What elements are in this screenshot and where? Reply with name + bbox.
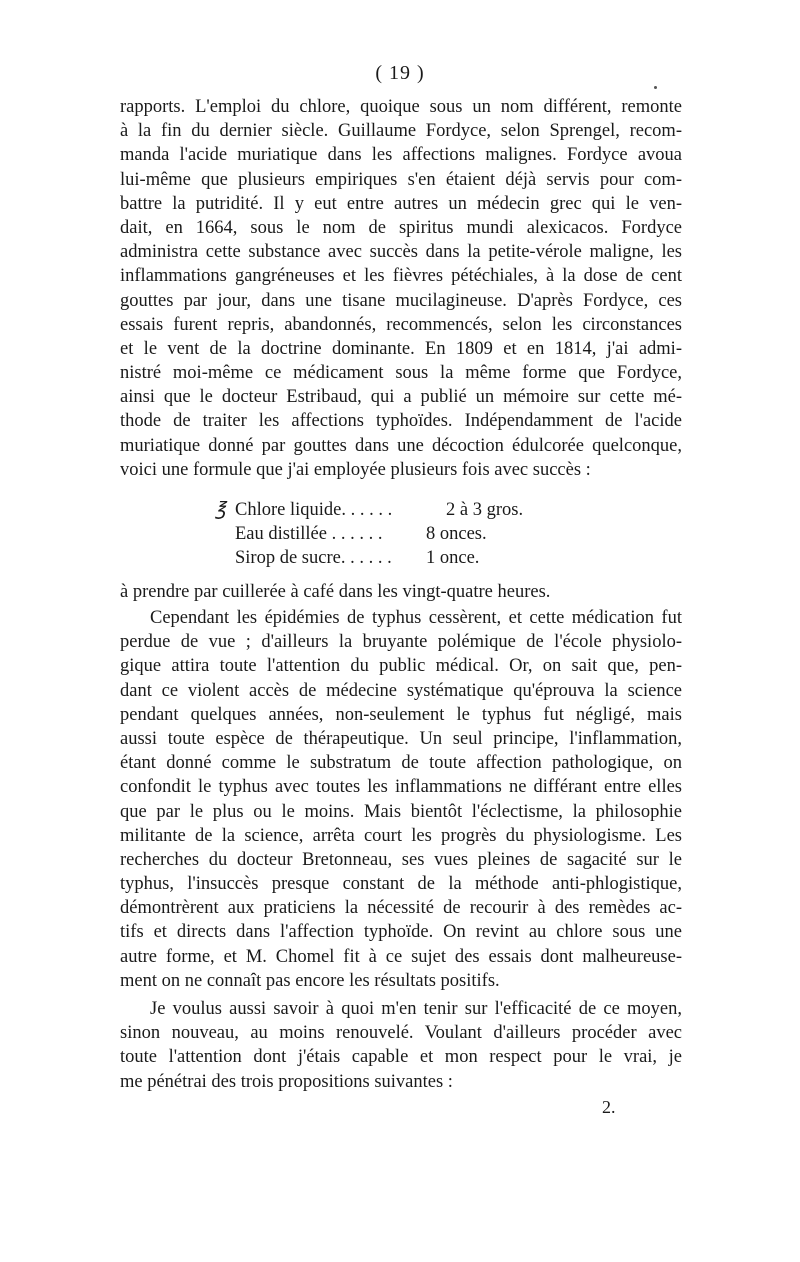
- recipe-row: [215, 498, 555, 522]
- recipe-ingredient: Sirop de sucre. . . . . .: [235, 548, 392, 569]
- text-line: rapports. L'emploi du chlore, quoique sous un nom différent, remonte: [120, 97, 682, 117]
- text-line: typhus, l'insuccès presque constant de la méthode anti-phlogistique,: [120, 874, 682, 895]
- text-line: inflammations gangréneuses et les fièvres pétéchiales, à la dose de cent: [120, 266, 682, 287]
- recipe-quantity: 2 à 3 gros.: [446, 500, 524, 520]
- recipe-ingredient: Chlore liquide. . . . . .: [235, 500, 393, 520]
- text-line: autre forme, et M. Chomel fit à ce sujet des essais dont malheureuse-: [120, 946, 682, 967]
- text-line: recherches du docteur Bretonneau, ses vues pleines de sagacité sur le: [120, 849, 682, 870]
- text-line: thode de traiter les affections typhoïdes. Indépendamment de l'acide: [120, 411, 682, 432]
- paragraph-1: [120, 95, 682, 482]
- paragraph-2: [120, 580, 682, 604]
- text-line: à prendre par cuillerée à café dans les vingt-quatre heures.: [120, 582, 551, 602]
- text-line: tifs et directs dans l'affection typhoïde. On revint au chlore sous une: [120, 922, 682, 943]
- text-line: essais furent repris, abandonnés, recommencés, selon les circonstances: [120, 314, 682, 335]
- text-line: administra cette substance avec succès dans la petite-vérole maligne, les: [120, 242, 682, 263]
- text-line: et le vent de la doctrine dominante. En 1809 et en 1814, j'ai admi-: [120, 338, 682, 359]
- text-line: gique attira toute l'attention du public médical. Or, on sait que, pen-: [120, 656, 682, 677]
- text-line: à la fin du dernier siècle. Guillaume Fordyce, selon Sprengel, recom-: [120, 121, 682, 142]
- text-line: me pénétrai des trois propositions suivantes :: [120, 1071, 453, 1092]
- text-line: nistré moi-même ce médicament sous la même forme que Fordyce,: [120, 363, 682, 384]
- text-line: dait, en 1664, sous le nom de spiritus mundi alexicacos. Fordyce: [120, 217, 682, 238]
- recipe-row: [215, 546, 555, 570]
- signature-mark: 2.: [602, 1097, 616, 1117]
- page-number: ( 19 ): [375, 62, 425, 84]
- text-line: ment on ne connaît pas encore les résultats positifs.: [120, 970, 500, 991]
- text-line: lui-même que plusieurs empiriques s'en étaient déjà servis pour com-: [120, 169, 682, 190]
- text-line: sinon nouveau, au moins renouvelé. Voulant d'ailleurs procéder avec: [120, 1023, 682, 1044]
- text-line: dant ce violent accès de médecine systématique qu'éprouva la science: [120, 680, 682, 701]
- recipe-formula: [215, 498, 555, 571]
- text-line: démontrèrent aux praticiens la nécessité de recourir à des remèdes ac-: [120, 898, 682, 919]
- text-line: pendant quelques années, non-seulement le typhus fut négligé, mais: [120, 704, 682, 725]
- recipe-symbol: ℥: [215, 500, 226, 520]
- text-line: manda l'acide muriatique dans les affections malignes. Fordyce avoua: [120, 145, 682, 166]
- ink-speck: [654, 86, 657, 89]
- recipe-row: [215, 522, 555, 546]
- text-line: Je voulus aussi savoir à quoi m'en tenir sur l'efficacité de ce moyen,: [150, 999, 682, 1019]
- text-line: militante de la science, arrêta court les progrès du physiologisme. Les: [120, 825, 682, 846]
- text-line: aussi toute espèce de thérapeutique. Un seul principe, l'inflammation,: [120, 728, 682, 749]
- text-line: ainsi que le docteur Estribaud, qui a publié un mémoire sur cette mé-: [120, 387, 682, 408]
- text-line: confondit le typhus avec toutes les inflammations ne différant entre elles: [120, 777, 682, 798]
- text-line: toute l'attention dont j'étais capable et mon respect pour le vrai, je: [120, 1047, 682, 1068]
- text-line: Cependant les épidémies de typhus cessèrent, et cette médication fut: [150, 608, 682, 628]
- recipe-quantity: 8 onces.: [426, 524, 487, 545]
- text-line: étant donné comme le substratum de toute affection pathologique, on: [120, 753, 682, 774]
- paragraph-4: [120, 997, 682, 1094]
- recipe-ingredient: Eau distillée . . . . . .: [235, 524, 383, 545]
- text-line: battre la putridité. Il y eut entre autres un médecin grec qui le ven-: [120, 193, 682, 214]
- text-line: perdue de vue ; d'ailleurs la bruyante polémique de l'école physiolo-: [120, 632, 682, 653]
- paragraph-3: [120, 606, 682, 993]
- text-line: muriatique donné par gouttes dans une décoction édulcorée quelconque,: [120, 435, 682, 456]
- recipe-quantity: 1 once.: [426, 548, 480, 569]
- text-line: gouttes par jour, dans une tisane mucilagineuse. D'après Fordyce, ces: [120, 290, 682, 311]
- text-line: que par le plus ou le moins. Mais bientôt l'éclectisme, la philosophie: [120, 801, 682, 822]
- text-line: voici une formule que j'ai employée plusieurs fois avec succès :: [120, 459, 591, 480]
